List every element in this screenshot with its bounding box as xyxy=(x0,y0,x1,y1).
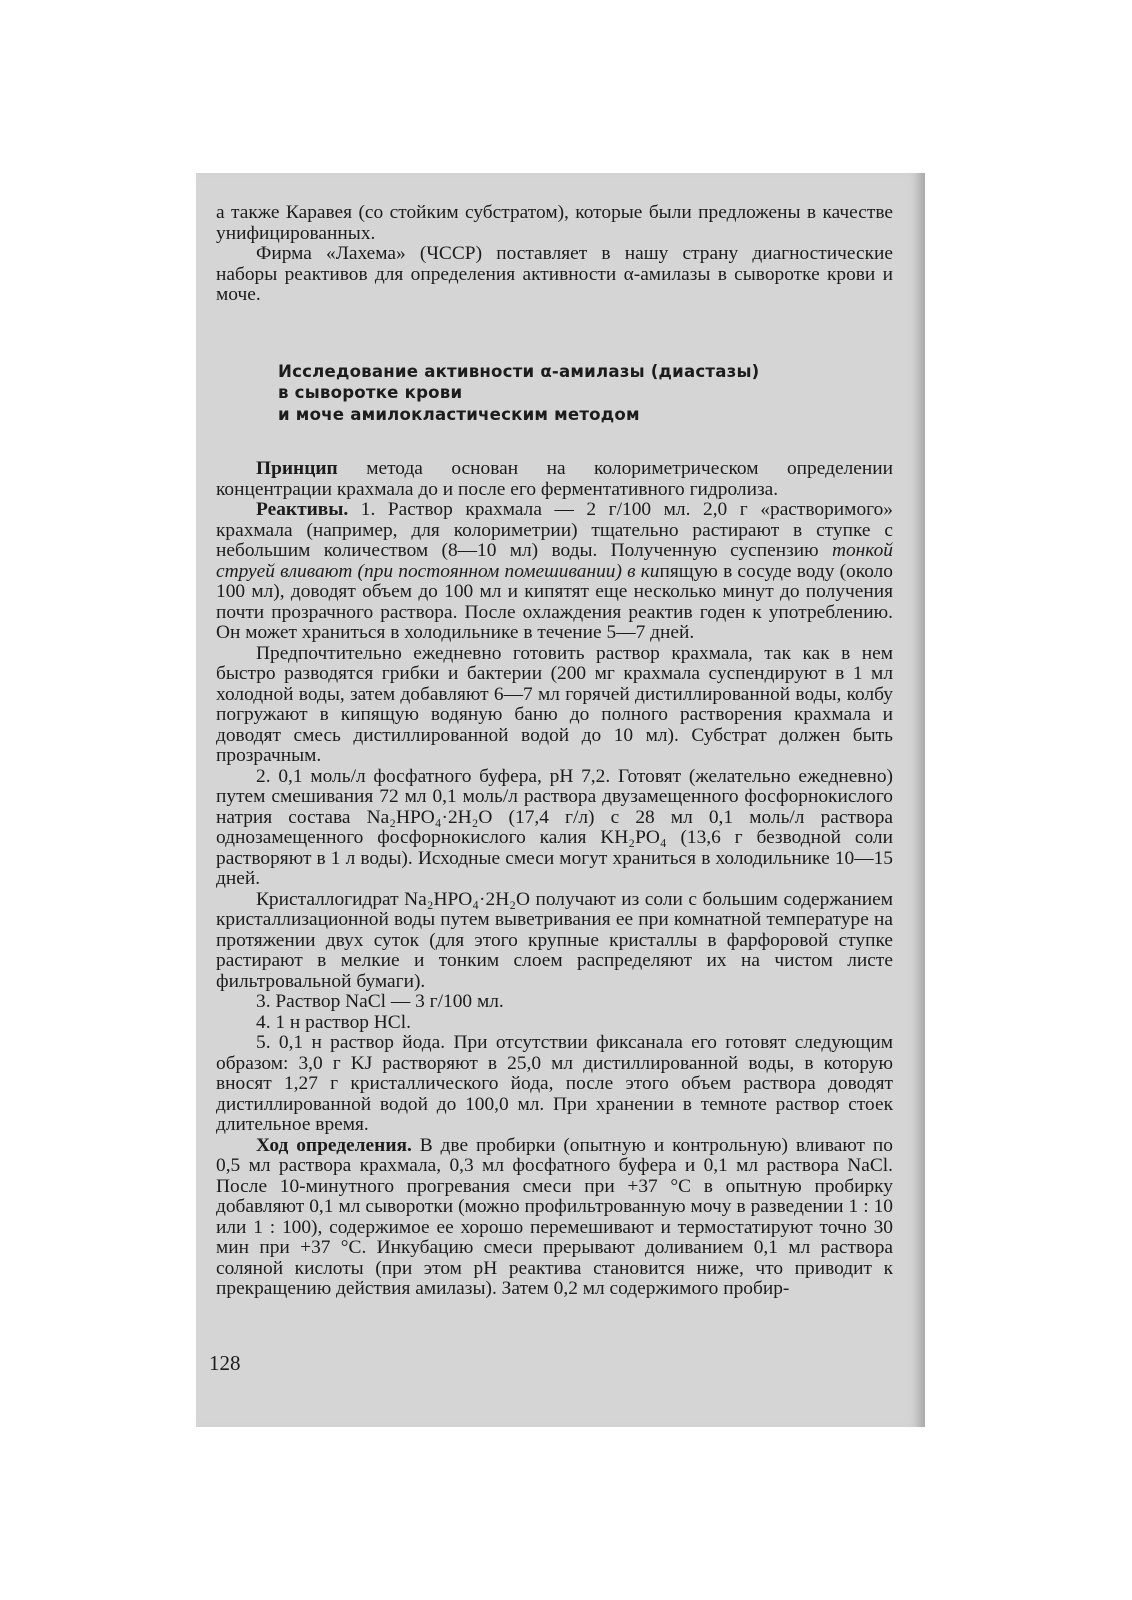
principle-paragraph xyxy=(216,459,893,500)
book-page xyxy=(196,173,925,1427)
buffer-paragraph: 2. 0,1 моль/л фосфатного буфера, pH 7,2. Готовят (желательно ежедневно) путем смешивания 72 мл 0,1 моль/л раствора двузамещенного фосфорнокислого натрия состава Na₂HPO₄·2H₂O (17,4 г/л) с 28 мл 0,1 моль/л раствора однозамещенного фосфорнокислого калия KH₂PO₄ (13,6 г безводной соли растворяют в 1 л воды). Исходные смеси могут храниться в холодильнике 10—15 дней. xyxy=(216,765,893,889)
reagents-text-a: 1. Раствор крахмала — 2 г/100 мл. 2,0 г «растворимого» крахмала (например, для колориметрии) тщательно растирают в ступке с небольшим количеством (8—10 мл) воды. Полученную суспензию xyxy=(216,499,893,561)
intro-paragraph-1: а также Каравея (со стойким субстратом), которые были предложены в качестве унифицированных. xyxy=(216,202,893,244)
principle-label: Принцип xyxy=(256,458,338,479)
heading-line-3: и моче амилокластическим методом xyxy=(278,404,640,424)
page-spine-shadow xyxy=(913,173,925,1427)
daily-preparation-paragraph: Предпочтительно ежедневно готовить раствор крахмала, так как в нем быстро разводятся грибки и бактерии (200 мг крахмала суспендируют в 1 мл холодной воды, затем добавляют 6—7 мл горячей дистиллированной воды, колбу погружают в кипящую водяную баню до полного растворения крахмала и доводят смесь дистиллированной водой до 10 мл). Субстрат должен быть прозрачным. xyxy=(216,642,893,766)
page-number: 128 xyxy=(209,1351,241,1375)
section-heading xyxy=(278,361,893,426)
reagents-label: Реактивы. xyxy=(256,499,349,520)
iodine-paragraph: 5. 0,1 н раствор йода. При отсутствии фиксанала его готовят следующим образом: 3,0 г KJ растворяют в 25,0 мл дистиллированной воды, в которую вносят 1,27 г кристаллического йода, после этого объем раствора доводят дистиллированной водой до 100,0 мл. При хранении в темноте раствор стоек длительное время. xyxy=(216,1032,893,1135)
crystal-paragraph: Кристаллогидрат Na₂HPO₄·2H₂O получают из соли с большим содержанием кристаллизационной воды путем выветривания ее при комнатной температуре на протяжении двух суток (для этого крупные кристаллы в фарфоровой ступке растирают в мелкие и тонким слоем распределяют их на чистом листе фильтровальной бумаги). xyxy=(216,888,893,992)
heading-line-1: Исследование активности α-амилазы (диастазы) xyxy=(278,361,760,381)
principle-text: метода основан на колориметрическом определении концентрации крахмала до и после его ферментативного гидролиза. xyxy=(216,458,893,500)
reagents-text-italic: тонкой струей вливают (при постоянном помешивании) в ки xyxy=(216,540,893,582)
heading-line-2: в сыворотке крови xyxy=(278,383,463,402)
hcl-paragraph: 4. 1 н раствор HCl. xyxy=(256,1011,411,1033)
procedure-text: В две пробирки (опытную и контрольную) вливают по 0,5 мл раствора крахмала, 0,3 мл фосфатного буфера и 0,1 мл раствора NaCl. После 10-минутного прогревания смеси при +37 °С в опытную пробирку добавляют 0,1 мл сыворотки (можно профильтрованную мочу в разведении 1 : 10 или 1 : 100), содержимое ее хорошо перемешивают и термостатируют точно 30 мин при +37 °С. Инкубацию смеси прерывают доливанием 0,1 мл раствора соляной кислоты (при этом pH реактива становится ниже, что приводит к прекращению действия амилазы). Затем 0,2 мл содержимого пробир- xyxy=(216,1134,893,1299)
procedure-label: Ход определения. xyxy=(256,1134,412,1156)
nacl-paragraph: 3. Раствор NaCl — 3 г/100 мл. xyxy=(256,991,504,1012)
reagents-paragraph xyxy=(216,500,893,644)
reagents-text-b: пящую в сосуде воду (около 100 мл), доводят объем до 100 мл и кипятят еще несколько минут до получения почти прозрачного раствора. После охлаждения реактив годен к употреблению. Он может храниться в холодильнике в течение 5—7 дней. xyxy=(216,560,894,643)
intro-paragraph-2: Фирма «Лахема» (ЧССР) поставляет в нашу страну диагностические наборы реактивов для определения активности α-амилазы в сыворотке крови и моче. xyxy=(216,243,893,305)
procedure-paragraph xyxy=(216,1136,893,1300)
